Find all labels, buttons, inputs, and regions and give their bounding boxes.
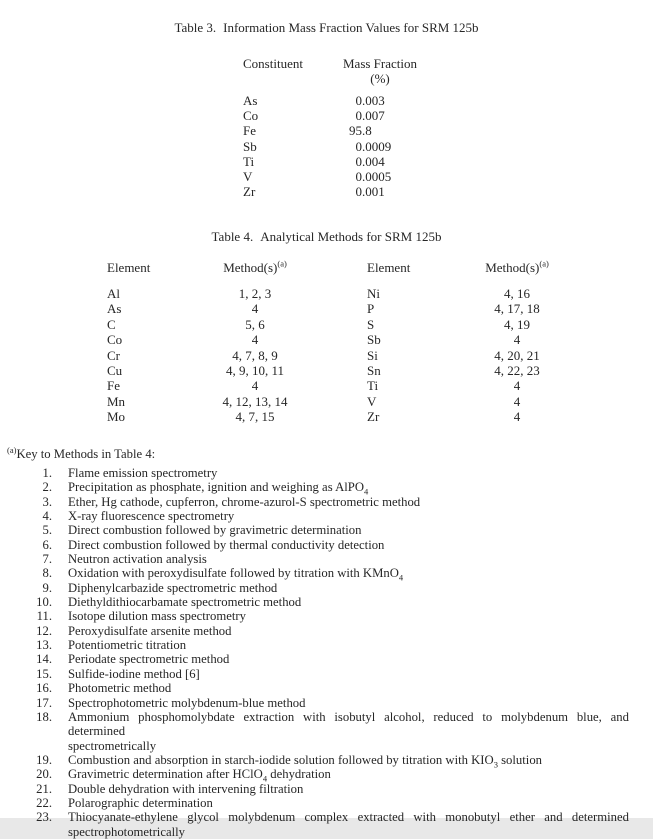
table4-row xyxy=(107,394,587,409)
key-item-number: 12. xyxy=(36,623,52,638)
methods-cell: 4 xyxy=(251,301,259,317)
element-cell: P xyxy=(367,301,375,317)
key-item-text xyxy=(68,810,629,839)
methods-cell: 4, 7, 8, 9 xyxy=(232,347,278,363)
key-item-line xyxy=(68,696,629,710)
key-text-segment: Thiocyanate-ethylene glycol molybdenum complex extracted with monobutyl ether and determined xyxy=(68,810,629,825)
key-item-number: 7. xyxy=(42,552,52,567)
key-item-number: 2. xyxy=(42,480,52,495)
key-text-segment: Oxidation with peroxydisulfate followed by titration with KMnO xyxy=(68,566,399,581)
key-text-segment: Gravimetric determination after HClO xyxy=(68,767,263,782)
mass-fraction-cell xyxy=(344,154,385,169)
constituent-cell: Zr xyxy=(243,184,256,200)
column-gap xyxy=(325,317,367,332)
table3-row xyxy=(243,169,391,184)
element-cell: S xyxy=(367,316,375,332)
key-text-segment: Precipitation as phosphate, ignition and weighing as AlPO xyxy=(68,480,365,495)
key-item-text xyxy=(68,466,629,480)
key-item-line xyxy=(68,538,629,552)
key-list-item xyxy=(28,667,629,681)
footnote-marker-superscript: (a) xyxy=(539,258,549,269)
key-item-text xyxy=(68,566,629,583)
key-item-line xyxy=(68,681,629,695)
key-item-line xyxy=(68,466,629,480)
constituent-cell: Co xyxy=(243,108,259,124)
key-text-segment: Sulfide-iodine method [6] xyxy=(68,666,200,681)
key-header xyxy=(7,444,156,462)
key-item-text xyxy=(68,480,629,497)
subscript-digit: 3 xyxy=(493,759,498,770)
key-item-line xyxy=(68,480,629,497)
table3-row xyxy=(243,184,391,199)
key-text-segment: Spectrophotometric molybdenum-blue method xyxy=(68,695,306,710)
key-list-item xyxy=(28,681,629,695)
key-list-item xyxy=(28,752,629,770)
key-list-item xyxy=(28,710,629,753)
key-item-line xyxy=(68,652,629,666)
key-item-line xyxy=(68,509,629,523)
key-item-number: 20. xyxy=(36,767,52,782)
key-item-line xyxy=(68,667,629,681)
key-list-item xyxy=(28,796,629,810)
key-list-item xyxy=(28,523,629,537)
table4-row xyxy=(107,332,587,347)
table4-row xyxy=(107,301,587,316)
table4-element-header-2: Element xyxy=(367,260,411,275)
key-item-number: 13. xyxy=(36,638,52,653)
key-item-line xyxy=(68,825,629,839)
key-text-segment: Combustion and absorption in starch-iodide solution followed by titration with KIO xyxy=(68,752,494,767)
methods-cell: 4, 12, 13, 14 xyxy=(222,393,288,409)
methods-cell: 4, 20, 21 xyxy=(494,347,540,363)
column-gap xyxy=(325,332,367,347)
key-list-item xyxy=(28,595,629,609)
element-cell: Co xyxy=(107,332,123,348)
value-fraction-part: .0005 xyxy=(362,169,392,185)
table3-row xyxy=(243,154,391,169)
footnote-marker-superscript: (a) xyxy=(277,258,287,269)
key-item-line xyxy=(68,552,629,566)
mass-fraction-cell xyxy=(344,184,385,199)
key-text-segment: Ammonium phosphomolybdate extraction with isobutyl alcohol, reduced to molybdenum blue, and determined xyxy=(68,709,629,739)
key-text-segment: Isotope dilution mass spectrometry xyxy=(68,609,246,624)
methods-cell: 4, 17, 18 xyxy=(494,301,540,317)
value-integer-part: 0 xyxy=(355,93,362,108)
methods-cell: 4, 22, 23 xyxy=(494,363,540,379)
key-item-text xyxy=(68,538,629,552)
key-item-line xyxy=(68,495,629,509)
table3-row xyxy=(243,108,391,123)
key-item-number: 23. xyxy=(36,810,52,825)
key-item-line xyxy=(68,566,629,583)
key-item-line xyxy=(68,739,629,753)
key-item-number: 18. xyxy=(36,709,52,724)
key-item-text xyxy=(68,638,629,652)
key-item-line xyxy=(68,810,629,824)
key-item-text xyxy=(68,667,629,681)
key-text-segment: Diphenylcarbazide spectrometric method xyxy=(68,580,278,595)
key-item-number: 11. xyxy=(36,609,52,624)
key-text-segment: Potentiometric titration xyxy=(68,638,187,653)
value-integer-part: 0 xyxy=(355,138,362,154)
key-item-text xyxy=(68,595,629,609)
key-item-line xyxy=(68,624,629,638)
key-item-line xyxy=(68,638,629,652)
table4-row xyxy=(107,317,587,332)
key-text-segment: Peroxydisulfate arsenite method xyxy=(68,623,232,638)
element-cell: Cu xyxy=(107,363,123,379)
element-cell: Al xyxy=(107,286,120,301)
key-item-text xyxy=(68,652,629,666)
key-item-line xyxy=(68,710,629,739)
key-item-number: 22. xyxy=(36,795,52,810)
key-item-number: 8. xyxy=(42,566,52,581)
key-item-text xyxy=(68,609,629,623)
key-item-text xyxy=(68,523,629,537)
methods-header-text: Method(s) xyxy=(223,260,278,275)
key-item-text xyxy=(68,552,629,566)
key-list-item xyxy=(28,624,629,638)
element-cell: Ni xyxy=(367,286,380,301)
methods-cell: 4 xyxy=(513,409,521,425)
table3-title xyxy=(0,20,653,36)
element-cell: Cr xyxy=(107,347,120,363)
table4-row xyxy=(107,286,587,301)
table4-row xyxy=(107,363,587,378)
methods-cell: 4 xyxy=(513,393,521,409)
methods-cell: 5, 6 xyxy=(245,316,265,332)
table3-rows xyxy=(243,93,391,199)
key-item-number: 17. xyxy=(36,695,52,710)
subscript-digit: 4 xyxy=(262,773,268,784)
key-item-number: 3. xyxy=(42,494,52,509)
key-text-segment: solution xyxy=(497,752,543,767)
element-cell: Fe xyxy=(107,378,120,394)
key-item-number: 6. xyxy=(42,537,52,552)
element-cell: As xyxy=(107,301,122,317)
key-item-number: 14. xyxy=(36,652,52,667)
key-item-number: 21. xyxy=(36,781,52,796)
table4-row xyxy=(107,409,587,424)
key-item-line xyxy=(68,609,629,623)
element-cell: Si xyxy=(367,347,378,363)
key-list-item xyxy=(28,609,629,623)
key-text-segment: Photometric method xyxy=(68,681,172,696)
key-list-item xyxy=(28,466,629,480)
key-list-item xyxy=(28,566,629,583)
column-gap xyxy=(325,394,367,409)
key-item-text xyxy=(68,752,629,770)
key-item-number: 4. xyxy=(42,509,52,524)
key-text-segment: Diethyldithiocarbamate spectrometric method xyxy=(68,595,302,610)
mass-fraction-cell xyxy=(344,169,391,184)
subscript-digit: 4 xyxy=(364,486,369,497)
constituent-cell: Fe xyxy=(243,123,256,139)
key-item-line xyxy=(68,767,629,784)
key-item-text xyxy=(68,509,629,523)
key-item-number: 5. xyxy=(42,523,52,538)
key-list xyxy=(28,466,629,839)
element-cell: Zr xyxy=(367,409,380,425)
key-item-line xyxy=(68,523,629,537)
key-text-segment: Periodate spectrometric method xyxy=(68,652,230,667)
methods-cell: 4 xyxy=(513,378,521,394)
value-integer-part: 0 xyxy=(355,153,362,169)
value-fraction-part: .0009 xyxy=(362,138,392,154)
key-header-superscript: (a) xyxy=(7,444,17,455)
key-item-number: 10. xyxy=(36,595,52,610)
key-text-segment: Flame emission spectrometry xyxy=(68,466,218,480)
constituent-cell: V xyxy=(243,169,253,185)
key-list-item xyxy=(28,538,629,552)
table4-caption: Analytical Methods for SRM 125b xyxy=(260,229,442,244)
mass-fraction-cell xyxy=(344,108,385,123)
key-item-text xyxy=(68,495,629,509)
table3-constituent-header: Constituent xyxy=(243,56,303,71)
column-gap xyxy=(325,348,367,363)
table3-row xyxy=(243,123,391,138)
key-text-segment: Direct combustion followed by gravimetric determination xyxy=(68,523,362,538)
table4-methods-header-1 xyxy=(185,260,325,276)
element-cell: V xyxy=(367,393,377,409)
table3-mass-fraction-header: Mass Fraction xyxy=(342,56,418,71)
value-integer-part: 0 xyxy=(355,108,362,124)
key-text-segment: Double dehydration with intervening filtration xyxy=(68,781,304,796)
table3-caption: Information Mass Fraction Values for SRM 125b xyxy=(223,20,479,35)
table4-methods-header-2 xyxy=(447,260,587,276)
key-item-number: 19. xyxy=(36,752,52,767)
table3-row xyxy=(243,139,391,154)
key-list-item xyxy=(28,782,629,796)
column-gap xyxy=(325,286,367,301)
key-list-item xyxy=(28,767,629,784)
subscript-digit: 4 xyxy=(398,572,404,583)
key-item-text xyxy=(68,710,629,753)
value-fraction-part: .007 xyxy=(362,108,385,124)
key-item-text xyxy=(68,581,629,595)
key-text-segment: Neutron activation analysis xyxy=(68,552,207,567)
table4-label: Table 4. xyxy=(211,229,254,244)
element-cell: Mo xyxy=(107,409,126,425)
table3-percent-unit: (%) xyxy=(370,71,390,86)
key-item-number: 1. xyxy=(42,466,52,480)
constituent-cell: Sb xyxy=(243,138,257,154)
constituent-cell: Ti xyxy=(243,153,255,169)
table4-rows xyxy=(107,286,587,425)
element-cell: C xyxy=(107,316,116,332)
table4-row xyxy=(107,348,587,363)
column-gap xyxy=(325,378,367,393)
methods-cell: 4 xyxy=(513,332,521,348)
key-header-text: Key to Methods in Table 4: xyxy=(16,447,156,461)
table4-title xyxy=(0,229,653,245)
column-gap xyxy=(325,363,367,378)
key-list-item xyxy=(28,480,629,497)
table3-label: Table 3. xyxy=(174,20,217,35)
value-integer-part: 0 xyxy=(355,184,362,200)
key-list-item xyxy=(28,810,629,839)
methods-cell: 1, 2, 3 xyxy=(238,286,272,301)
key-list-item xyxy=(28,696,629,710)
key-item-text xyxy=(68,796,629,810)
key-item-number: 16. xyxy=(36,681,52,696)
key-item-text xyxy=(68,624,629,638)
key-text-segment: X-ray fluorescence spectrometry xyxy=(68,509,235,524)
table3-row xyxy=(243,93,391,108)
value-integer-part: 0 xyxy=(355,169,362,185)
key-text-segment: spectrometrically xyxy=(68,738,157,753)
key-list-item xyxy=(28,552,629,566)
constituent-cell: As xyxy=(243,93,258,108)
column-gap xyxy=(325,409,367,424)
methods-cell: 4, 16 xyxy=(504,286,530,301)
mass-fraction-cell xyxy=(344,93,385,108)
element-cell: Sn xyxy=(367,363,381,379)
key-text-segment: spectrophotometrically xyxy=(68,824,185,839)
key-list-item xyxy=(28,495,629,509)
value-fraction-part: .004 xyxy=(362,153,385,169)
value-fraction-part: .003 xyxy=(362,93,385,108)
key-text-segment: dehydration xyxy=(267,767,331,782)
key-text-segment: Ether, Hg cathode, cupferron, chrome-azurol-S spectrometric method xyxy=(68,494,421,509)
key-list-item xyxy=(28,509,629,523)
key-item-text xyxy=(68,696,629,710)
methods-cell: 4, 9, 10, 11 xyxy=(225,363,285,379)
value-fraction-part: .001 xyxy=(362,184,385,200)
methods-cell: 4, 7, 15 xyxy=(235,409,275,425)
element-cell: Mn xyxy=(107,393,126,409)
element-cell: Ti xyxy=(367,378,379,394)
methods-cell: 4, 19 xyxy=(504,316,530,332)
key-list-item xyxy=(28,652,629,666)
key-item-number: 15. xyxy=(36,666,52,681)
key-list-item xyxy=(28,638,629,652)
key-item-number: 9. xyxy=(42,580,52,595)
table4-element-header-1: Element xyxy=(107,260,151,275)
methods-cell: 4 xyxy=(251,332,259,348)
key-item-text xyxy=(68,767,629,784)
key-list-item xyxy=(28,581,629,595)
key-item-line xyxy=(68,595,629,609)
key-item-line xyxy=(68,581,629,595)
methods-header-text: Method(s) xyxy=(485,260,540,275)
key-item-line xyxy=(68,796,629,810)
mass-fraction-cell xyxy=(344,123,372,138)
key-item-line xyxy=(68,782,629,796)
value-fraction-part: .8 xyxy=(362,123,372,139)
table4-row xyxy=(107,378,587,393)
mass-fraction-cell xyxy=(344,139,391,154)
key-item-line xyxy=(68,752,629,770)
key-text-segment: Polarographic determination xyxy=(68,795,213,810)
methods-cell: 4 xyxy=(251,378,259,394)
element-cell: Sb xyxy=(367,332,381,348)
key-item-text xyxy=(68,782,629,796)
column-gap xyxy=(325,301,367,316)
value-integer-part: 95 xyxy=(349,123,362,139)
key-text-segment: Direct combustion followed by thermal conductivity detection xyxy=(68,537,385,552)
key-item-text xyxy=(68,681,629,695)
